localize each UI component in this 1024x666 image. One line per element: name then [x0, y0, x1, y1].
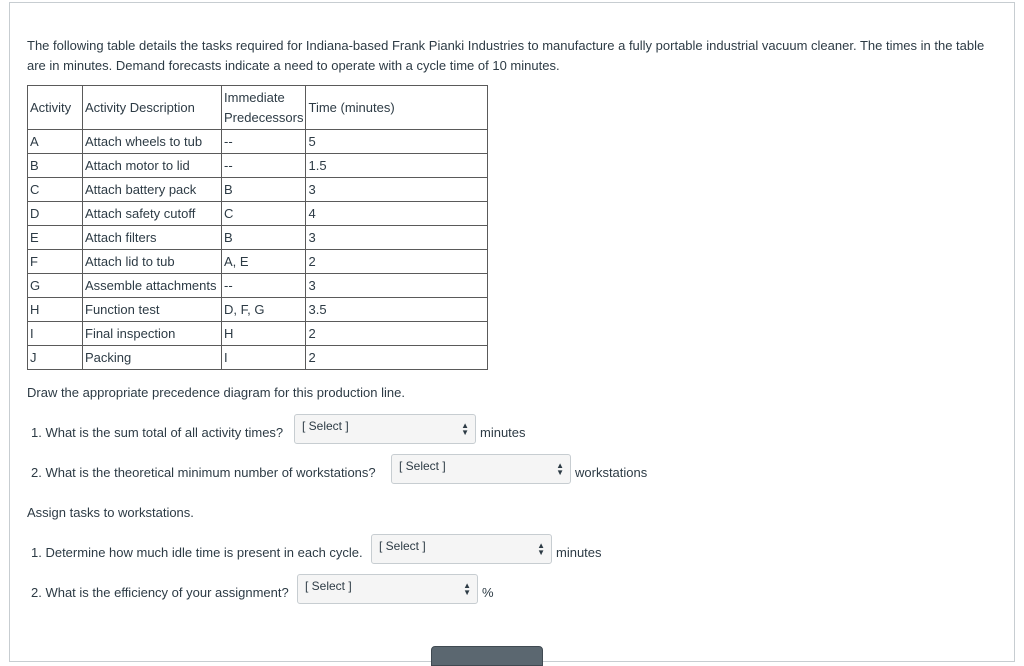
header-predecessors-line-2: Predecessors	[224, 109, 304, 125]
table-row	[28, 178, 488, 202]
efficiency-select-value: [ Select ]	[305, 579, 352, 593]
cell-activity: B	[28, 154, 83, 178]
cell-time: 5	[306, 130, 488, 154]
sum-total-select-value: [ Select ]	[302, 419, 349, 433]
cell-time: 2	[306, 250, 488, 274]
cell-description: Assemble attachments	[83, 274, 222, 298]
draw-prompt: Draw the appropriate precedence diagram for this production line.	[27, 385, 405, 400]
cell-predecessors: B	[222, 178, 306, 202]
cell-description: Attach filters	[83, 226, 222, 250]
cell-description: Attach motor to lid	[83, 154, 222, 178]
cell-description: Attach lid to tub	[83, 250, 222, 274]
header-predecessors	[222, 86, 306, 130]
idle-time-unit: minutes	[556, 545, 602, 560]
cell-activity: J	[28, 346, 83, 370]
table-row	[28, 250, 488, 274]
efficiency-select[interactable]	[297, 574, 478, 604]
up-down-caret-icon: ▲ ▼	[461, 421, 469, 437]
cell-activity: A	[28, 130, 83, 154]
task-table	[27, 85, 488, 370]
intro-line-2: are in minutes. Demand forecasts indicate a need to operate with a cycle time of 10 minutes.	[27, 58, 560, 73]
cell-predecessors: H	[222, 322, 306, 346]
idle-time-select-value: [ Select ]	[379, 539, 426, 553]
table-row	[28, 274, 488, 298]
cell-description: Attach wheels to tub	[83, 130, 222, 154]
table-row	[28, 154, 488, 178]
table-row	[28, 202, 488, 226]
cell-description: Packing	[83, 346, 222, 370]
cell-time: 3	[306, 178, 488, 202]
submit-button[interactable]	[431, 646, 543, 666]
cell-predecessors: --	[222, 154, 306, 178]
cell-activity: C	[28, 178, 83, 202]
table-row	[28, 346, 488, 370]
cell-predecessors: D, F, G	[222, 298, 306, 322]
cell-activity: E	[28, 226, 83, 250]
header-description: Activity Description	[83, 86, 222, 130]
cell-predecessors: --	[222, 130, 306, 154]
cell-description: Function test	[83, 298, 222, 322]
cell-description: Attach battery pack	[83, 178, 222, 202]
assign-tasks-text: Assign tasks to workstations.	[27, 505, 194, 520]
cell-activity: F	[28, 250, 83, 274]
cell-time: 3.5	[306, 298, 488, 322]
table-row	[28, 298, 488, 322]
header-predecessors-line-1: Immediate	[224, 89, 285, 105]
cell-time: 3	[306, 274, 488, 298]
question-min-workstations: 2. What is the theoretical minimum number of workstations?	[31, 465, 376, 480]
question-efficiency: 2. What is the efficiency of your assignment?	[31, 585, 289, 600]
sum-total-select[interactable]	[294, 414, 476, 444]
up-down-caret-icon: ▲ ▼	[537, 541, 545, 557]
table-row	[28, 322, 488, 346]
min-workstations-select-value: [ Select ]	[399, 459, 446, 473]
cell-predecessors: --	[222, 274, 306, 298]
cell-activity: I	[28, 322, 83, 346]
cell-predecessors: I	[222, 346, 306, 370]
question-idle-time: 1. Determine how much idle time is present in each cycle.	[31, 545, 363, 560]
question-sum-total: 1. What is the sum total of all activity times?	[31, 425, 284, 440]
cell-activity: G	[28, 274, 83, 298]
efficiency-unit: %	[482, 585, 494, 600]
cell-predecessors: C	[222, 202, 306, 226]
min-workstations-unit: workstations	[575, 465, 648, 480]
header-time: Time (minutes)	[306, 86, 488, 130]
cell-description: Attach safety cutoff	[83, 202, 222, 226]
cell-time: 1.5	[306, 154, 488, 178]
table-header-row	[28, 86, 488, 130]
intro-text	[27, 36, 1002, 76]
cell-predecessors: A, E	[222, 250, 306, 274]
cell-time: 4	[306, 202, 488, 226]
header-activity: Activity	[28, 86, 83, 130]
intro-line-1: The following table details the tasks required for Indiana-based Frank Pianki Industries to manufacture a fully portable industrial vacuum cleaner. The times in the table	[27, 38, 985, 53]
table-row	[28, 226, 488, 250]
cell-predecessors: B	[222, 226, 306, 250]
min-workstations-select[interactable]	[391, 454, 571, 484]
idle-time-select[interactable]	[371, 534, 552, 564]
up-down-caret-icon: ▲ ▼	[463, 581, 471, 597]
cell-description: Final inspection	[83, 322, 222, 346]
cell-activity: D	[28, 202, 83, 226]
cell-time: 3	[306, 226, 488, 250]
sum-total-unit: minutes	[480, 425, 526, 440]
table-row	[28, 130, 488, 154]
cell-time: 2	[306, 322, 488, 346]
up-down-caret-icon: ▲ ▼	[556, 461, 564, 477]
cell-activity: H	[28, 298, 83, 322]
cell-time: 2	[306, 346, 488, 370]
